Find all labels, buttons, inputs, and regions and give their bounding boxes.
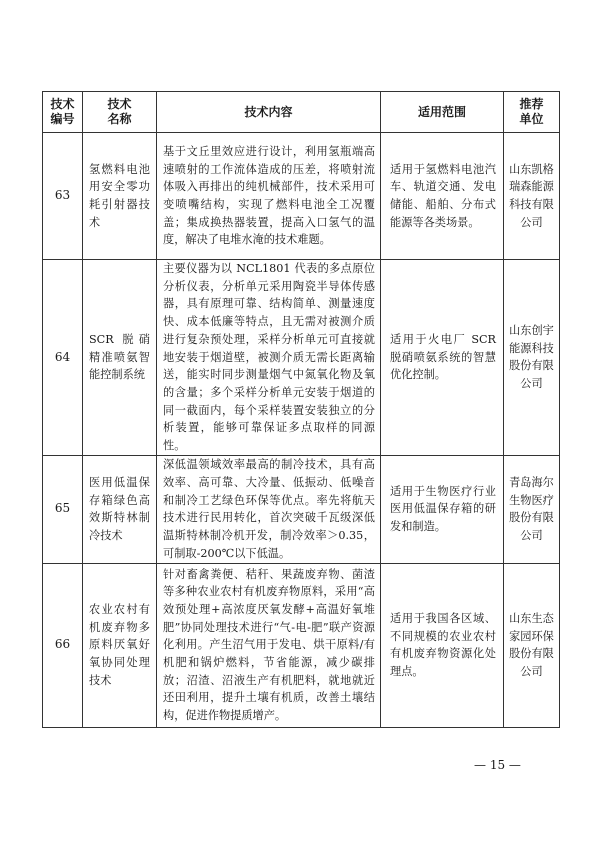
row-unit-line: 公司 <box>520 528 543 542</box>
row-tech-content: 深低温领域效率最高的制冷技术，具有高效率、高可靠、大冷量、低振动、低噪音和制冷工艺绿色环保等优点。率先将航天技术进行民用转化，首次突破千瓦级深低温斯特林制冷机开发，制冷效率＞0.35，可制取-200℃以下低温。 <box>157 455 381 563</box>
header-tech-content: 技术内容 <box>157 92 381 133</box>
row-unit-line: 股份有限 <box>509 359 554 373</box>
row-unit-line: 山东创宇 <box>509 323 554 337</box>
row-scope: 适用于我国各区域、不同规模的农业农村有机废弃物资源化处理点。 <box>381 563 504 727</box>
header-recommending-unit <box>504 92 560 133</box>
header-tech-number-line1: 技术 <box>50 97 75 111</box>
row-unit-line: 青岛海尔 <box>509 475 554 489</box>
header-tech-name <box>83 92 157 133</box>
row-tech-name: 医用低温保存箱绿色高效斯特林制冷技术 <box>83 455 157 563</box>
header-tech-number <box>43 92 83 133</box>
header-unit-line2: 单位 <box>519 112 544 126</box>
row-scope: 适用于火电厂 SCR 脱硝喷氨系统的智慧优化控制。 <box>381 260 504 456</box>
page-number: — 15 — <box>474 758 521 772</box>
table-row <box>43 563 560 727</box>
row-number: 66 <box>43 563 83 727</box>
row-tech-content: 基于文丘里效应进行设计，利用氢瓶端高速喷射的工作流体造成的压差，将喷射流体吸入再排出的纯机械部件，技术采用可变喷嘴结构，实现了燃料电池全工况覆盖；集成换热器装置，提高入口氢气的温度，解决了电堆水淹的技术难题。 <box>157 133 381 260</box>
row-unit-line: 山东凯格 <box>509 162 554 176</box>
row-unit-line: 公司 <box>520 215 543 229</box>
row-unit <box>504 133 560 260</box>
technology-table <box>42 91 560 728</box>
table-header-row <box>43 92 560 133</box>
table-row <box>43 133 560 260</box>
table-row <box>43 260 560 456</box>
row-unit-line: 能源科技 <box>509 341 554 355</box>
row-unit <box>504 563 560 727</box>
header-unit-line1: 推荐 <box>519 97 544 111</box>
row-tech-name: 氢燃料电池用安全零功耗引射器技术 <box>83 133 157 260</box>
row-unit-line: 股份有限 <box>509 511 554 525</box>
row-unit-line: 科技有限 <box>509 198 554 211</box>
row-unit <box>504 260 560 456</box>
row-tech-content: 针对畜禽粪便、秸秆、果蔬废弃物、菌渣等多种农业农村有机废弃物原料，采用“高效预处理+高浓度厌氧发酵+高温好氧堆肥”协同处理技术进行“气-电-肥”联产资源化利用。产生沼气用于发电、烘干原料/有机肥和锅炉燃料，节省能源，减少碳排放；沼渣、沼液生产有机肥料，就地就近还田利用，提升土壤有机质，改善土壤结构，促进作物提质增产。 <box>157 563 381 727</box>
row-scope: 适用于生物医疗行业医用低温保存箱的研发和制造。 <box>381 455 504 563</box>
table-row <box>43 455 560 563</box>
header-tech-name-line1: 技术 <box>107 97 132 111</box>
row-unit-line: 家园环保 <box>509 629 554 643</box>
row-number: 63 <box>43 133 83 260</box>
row-tech-name: 农业农村有机废弃物多原料厌氧好氧协同处理技术 <box>83 563 157 727</box>
header-tech-name-line2: 名称 <box>107 112 132 126</box>
row-tech-name: SCR 脱硝精准喷氨智能控制系统 <box>83 260 157 456</box>
header-scope: 适用范围 <box>381 92 504 133</box>
row-scope: 适用于氢燃料电池汽车、轨道交通、发电储能、船舶、分布式能源等各类场景。 <box>381 133 504 260</box>
row-number: 64 <box>43 260 83 456</box>
row-unit-line: 生物医疗 <box>509 493 554 507</box>
row-unit-line: 公司 <box>520 664 543 678</box>
row-unit-line: 瑞森能源 <box>509 180 554 194</box>
row-unit-line: 股份有限 <box>509 647 554 661</box>
row-number: 65 <box>43 455 83 563</box>
row-unit-line: 山东生态 <box>509 611 554 625</box>
header-tech-number-line2: 编号 <box>50 112 75 126</box>
row-unit <box>504 455 560 563</box>
row-unit-line: 公司 <box>520 377 543 391</box>
row-tech-content: 主要仪器为以 NCL1801 代表的多点原位分析仪表，分析单元采用陶瓷半导体传感器，具有原理可靠、结构简单、测量速度快、成本低廉等特点，且无需对被测介质进行复杂预处理，采样分析单元可直接就地安装于烟道壁，被测介质无需长距离输送，能实时同步测量烟气中氮氧化物及氧的含量；多个采样分析单元安装于烟道的同一截面内，每个采样装置安装独立的分析装置，能够可靠保证多点取样的同源性。 <box>157 260 381 456</box>
